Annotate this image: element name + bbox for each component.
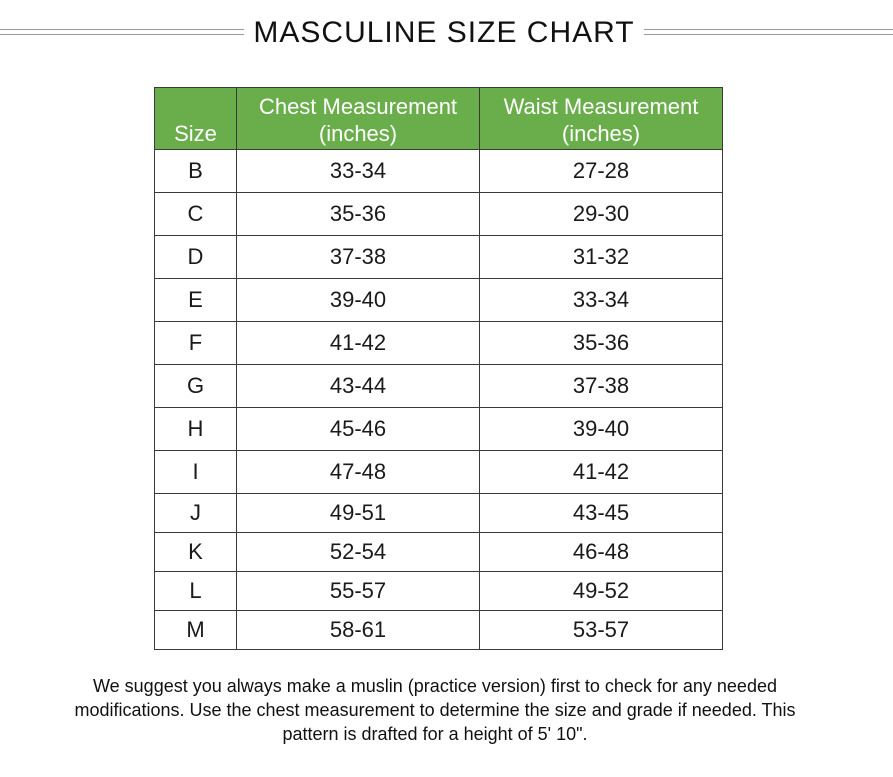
size-cell: D	[155, 236, 237, 279]
page-title: MASCULINE SIZE CHART	[253, 16, 635, 49]
waist-cell: 39-40	[480, 408, 723, 451]
table-row	[155, 150, 723, 193]
waist-cell: 49-52	[480, 572, 723, 611]
waist-cell: 41-42	[480, 451, 723, 494]
table-row	[155, 494, 723, 533]
table-row	[155, 365, 723, 408]
size-cell: B	[155, 150, 237, 193]
size-cell: F	[155, 322, 237, 365]
chest-cell: 49-51	[237, 494, 480, 533]
footnote-line-1: We suggest you always make a muslin (practice version) first to check for any needed	[93, 676, 777, 696]
size-cell: L	[155, 572, 237, 611]
size-cell: G	[155, 365, 237, 408]
table-row	[155, 451, 723, 494]
chest-cell: 47-48	[237, 451, 480, 494]
size-chart-table	[154, 87, 723, 650]
footnote-line-2: modifications. Use the chest measurement to determine the size and grade if needed. This	[74, 700, 796, 720]
header-chest-line2: (inches)	[318, 121, 398, 146]
waist-cell: 53-57	[480, 611, 723, 650]
chest-cell: 58-61	[237, 611, 480, 650]
footnote-line-3: pattern is drafted for a height of 5' 10".	[282, 724, 588, 744]
chest-cell: 55-57	[237, 572, 480, 611]
size-cell: K	[155, 533, 237, 572]
table-row	[155, 408, 723, 451]
footnote	[0, 674, 870, 746]
header-chest	[237, 88, 480, 150]
chest-cell: 35-36	[237, 193, 480, 236]
header-chest-line1: Chest Measurement	[258, 94, 458, 119]
waist-cell: 35-36	[480, 322, 723, 365]
header-waist-line1: Waist Measurement	[503, 94, 699, 119]
header-size	[155, 88, 237, 150]
table-row	[155, 279, 723, 322]
chest-cell: 43-44	[237, 365, 480, 408]
chest-cell: 37-38	[237, 236, 480, 279]
waist-cell: 46-48	[480, 533, 723, 572]
size-cell: I	[155, 451, 237, 494]
size-cell: C	[155, 193, 237, 236]
chest-cell: 52-54	[237, 533, 480, 572]
waist-cell: 33-34	[480, 279, 723, 322]
size-cell: M	[155, 611, 237, 650]
header-size-label: Size	[174, 121, 217, 146]
table-row	[155, 572, 723, 611]
table-row	[155, 533, 723, 572]
table-row	[155, 322, 723, 365]
waist-cell: 29-30	[480, 193, 723, 236]
waist-cell: 27-28	[480, 150, 723, 193]
table-row	[155, 611, 723, 650]
chest-cell: 33-34	[237, 150, 480, 193]
size-cell: J	[155, 494, 237, 533]
waist-cell: 43-45	[480, 494, 723, 533]
chest-cell: 45-46	[237, 408, 480, 451]
title-rule-left	[0, 29, 244, 35]
chest-cell: 39-40	[237, 279, 480, 322]
header-waist-line2: (inches)	[561, 121, 641, 146]
table-row	[155, 193, 723, 236]
waist-cell: 37-38	[480, 365, 723, 408]
header-waist	[480, 88, 723, 150]
size-cell: E	[155, 279, 237, 322]
title-rule-right	[644, 29, 893, 35]
size-cell: H	[155, 408, 237, 451]
table-header-row	[155, 88, 723, 150]
table-row	[155, 236, 723, 279]
waist-cell: 31-32	[480, 236, 723, 279]
chest-cell: 41-42	[237, 322, 480, 365]
title-row	[0, 14, 893, 54]
